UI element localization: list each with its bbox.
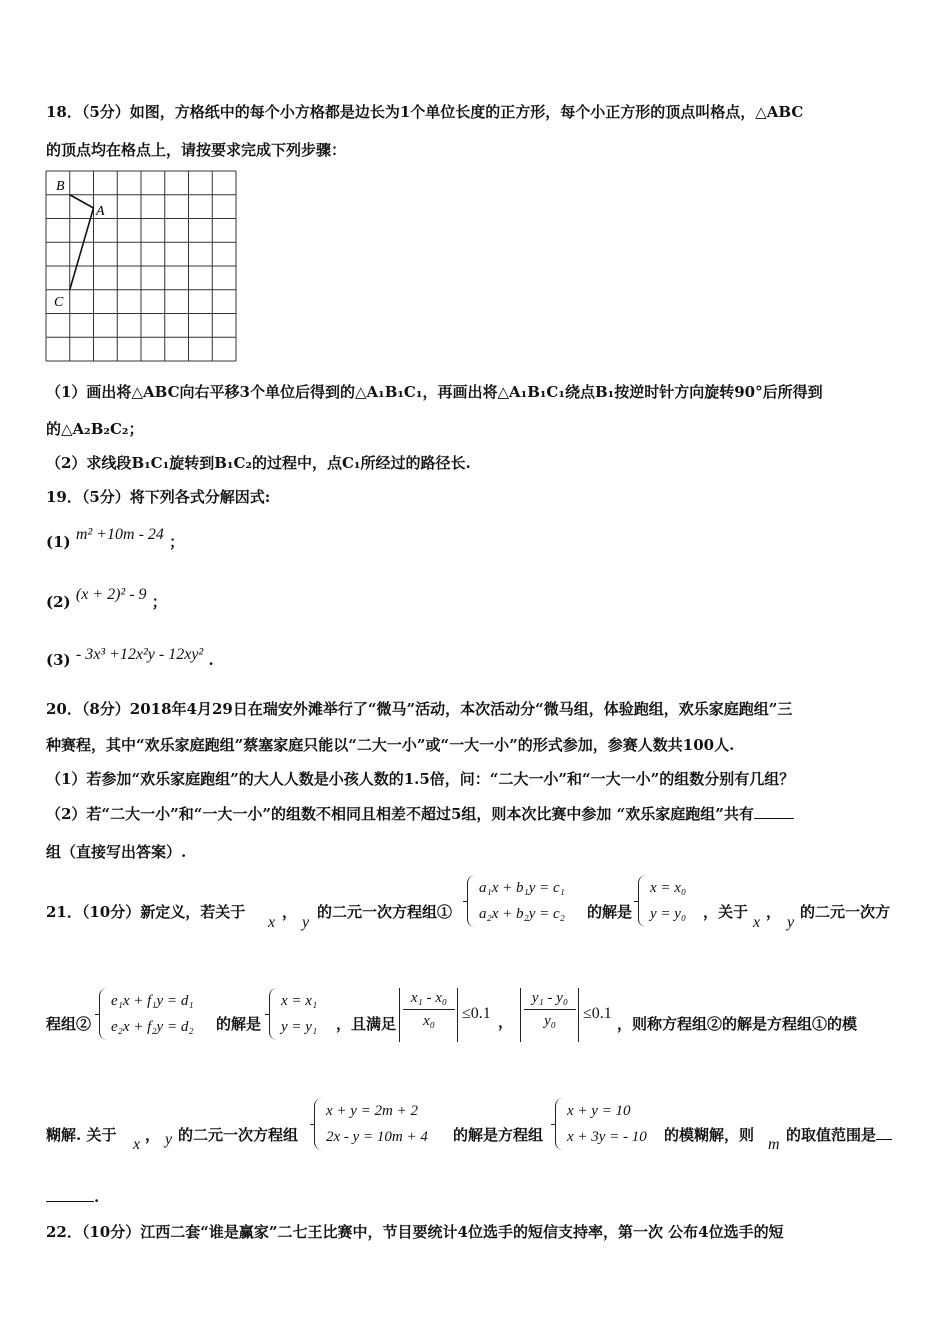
q19-p2-expression: (x + 2)² - 9 <box>75 586 147 603</box>
brace <box>467 875 476 927</box>
q20-answer-blank <box>754 818 794 819</box>
q18-part1-line1: （1）画出将△ABC向右平移3个单位后得到的△A₁B₁C₁，再画出将△A₁B₁C₁绕点B₁按逆时针方向旋转90°后所得到 <box>46 383 823 401</box>
q19-part3 <box>46 646 214 671</box>
q19-p3-label: (3) <box>46 651 71 669</box>
q21-comma-2: ， <box>766 903 782 921</box>
q21-system-4 <box>555 1098 647 1150</box>
q21-text-14-label: 的取值范围是 <box>786 1126 877 1144</box>
q21-text-7: 的解是 <box>216 1015 262 1033</box>
label-b: B <box>56 179 65 194</box>
q21-answer-blank-2 <box>46 1201 94 1202</box>
brace <box>638 875 647 927</box>
abs-bar-right-2 <box>578 988 579 1042</box>
q21-text-14 <box>786 1125 892 1145</box>
abs-bar-right-1 <box>457 988 458 1042</box>
q18-grid-figure <box>40 165 245 365</box>
fraction-2-denominator: y₀ <box>544 1013 556 1029</box>
q19-p1-expression: m² +10m - 24 <box>75 526 164 543</box>
q20-line4-text: （2）若“二大一小”和“一大一小”的组数不相同且相差不超过5组，则本次比赛中参加 “欢乐家庭跑组”共有 <box>46 805 754 823</box>
q22-line1: 22．（10分）江西二套“谁是赢家”二七王比赛中，节目要统计4位选手的短信支持率，第一次 公布4位选手的短 <box>46 1223 784 1241</box>
brace <box>269 988 278 1040</box>
grid-lines <box>46 171 236 361</box>
fraction-2-numerator: y₁ - y₀ <box>524 990 576 1010</box>
system-3-row-2: 2x - y = 10m + 4 <box>326 1129 428 1145</box>
le-1: ≤0.1 <box>462 1005 491 1022</box>
abs-bar-left-1 <box>399 988 400 1042</box>
q21-solution-1 <box>269 988 317 1040</box>
q21-var-y: y <box>302 914 310 931</box>
fraction-1-denominator: x₀ <box>423 1013 435 1029</box>
q18-part1-line2: 的△A₂B₂C₂； <box>46 420 144 438</box>
q18-part2: （2）求线段B₁C₁旋转到B₁C₂的过程中，点C₁所经过的路径长. <box>46 454 471 472</box>
q21-text-12: 的解是方程组 <box>453 1126 544 1144</box>
q19-title: 19．（5分）将下列各式分解因式: <box>46 488 271 506</box>
solution-0-row-1: x = x₀ <box>650 880 687 896</box>
q21-text-4: ，关于 <box>703 903 749 921</box>
q20-line1: 20．（8分）2018年4月29日在瑞安外滩举行了“微马”活动，本次活动分“微马组，体验跑组，欢乐家庭跑组”三 <box>46 700 793 718</box>
q19-p2-label: (2) <box>46 593 71 611</box>
q21-system-3 <box>314 1098 428 1150</box>
q21-var-y-2: y <box>787 914 795 931</box>
fraction-1-numerator: x₁ - x₀ <box>403 990 455 1010</box>
q21-text-2: 的二元一次方程组① <box>317 903 453 921</box>
label-c: C <box>54 295 64 310</box>
q21-comma-3: ， <box>498 1013 514 1031</box>
q21-text-11: 的二元一次方程组 <box>178 1126 299 1144</box>
system-1-row-1: a₁x + b₁y = c₁ <box>479 880 565 896</box>
q19-p1-end: ； <box>169 533 185 551</box>
q19-p3-end: . <box>208 651 214 669</box>
q19-p2-end: ； <box>151 593 167 611</box>
system-4-row-2: x + 3y = - 10 <box>567 1129 647 1145</box>
q21-text-13: 的模糊解，则 <box>664 1126 755 1144</box>
fraction-1 <box>403 990 455 1030</box>
q21-text-5: 的二元一次方 <box>800 903 891 921</box>
q20-line2: 种赛程，其中“欢乐家庭跑组”蔡塞家庭只能以“二大一小”或“一大一小”的形式参加，参赛人数共100人. <box>46 736 735 754</box>
q18-line2: 的顶点均在格点上，请按要求完成下列步骤： <box>46 141 347 159</box>
brace <box>99 988 108 1040</box>
q18-line1: 18．（5分）如图，方格纸中的每个小方格都是边长为1个单位长度的正方形，每个小正方形的顶点叫格点，△ABC <box>46 103 804 121</box>
q21-text-10: 糊解. 关于 <box>46 1126 117 1144</box>
q20-line3: （1）若参加“欢乐家庭跑组”的大人人数是小孩人数的1.5倍，问：“二大一小”和“一大一小”的组数分别有几组？ <box>46 770 795 788</box>
q21-var-x-2: x <box>753 914 761 931</box>
q21-end-period: . <box>94 1188 100 1206</box>
q21-var-y-3: y <box>165 1131 173 1148</box>
label-a: A <box>96 204 105 219</box>
q21-system-1 <box>467 875 565 927</box>
q19-p1-label: (1) <box>46 533 71 551</box>
q20-line4 <box>46 804 794 824</box>
q21-text-1: 21．（10分）新定义，若关于 <box>46 903 246 921</box>
q21-answer-blank-1 <box>876 1139 892 1140</box>
q19-part1 <box>46 526 185 553</box>
solution-1-row-2: y = y₁ <box>281 1019 318 1035</box>
q21-solution-0 <box>638 875 686 927</box>
abs-bar-left-2 <box>520 988 521 1042</box>
brace <box>555 1098 564 1150</box>
q21-text-9: ，则称方程组②的解是方程组①的模 <box>617 1015 858 1033</box>
q21-var-x-3: x <box>133 1136 141 1153</box>
q19-p3-expression: - 3x³ +12x²y - 12xy² <box>75 646 204 663</box>
system-1-row-2: a₂x + b₂y = c₂ <box>479 906 565 922</box>
q21-text-8: ，且满足 <box>336 1015 397 1033</box>
system-4-row-1: x + y = 10 <box>567 1103 631 1119</box>
q19-part2 <box>46 586 167 613</box>
q20-line5: 组（直接写出答案）. <box>46 843 187 861</box>
solution-0-row-2: y = y₀ <box>650 906 687 922</box>
q21-text-6: 程组② <box>46 1015 92 1033</box>
q21-comma: ， <box>282 903 298 921</box>
system-2-row-1: e₁x + f₁y = d₁ <box>111 993 194 1009</box>
brace <box>314 1098 323 1150</box>
q21-system-2 <box>99 988 194 1040</box>
q21-comma-4: ， <box>145 1126 161 1144</box>
q21-answer-line <box>46 1187 99 1207</box>
solution-1-row-1: x = x₁ <box>281 993 318 1009</box>
fraction-2 <box>524 990 576 1030</box>
le-2: ≤0.1 <box>583 1005 612 1022</box>
system-2-row-2: e₂x + f₂y = d₂ <box>111 1019 194 1035</box>
q21-text-3: 的解是 <box>587 903 633 921</box>
q21-var-m: m <box>768 1136 780 1153</box>
system-3-row-1: x + y = 2m + 2 <box>326 1103 419 1119</box>
q21-var-x: x <box>268 914 276 931</box>
